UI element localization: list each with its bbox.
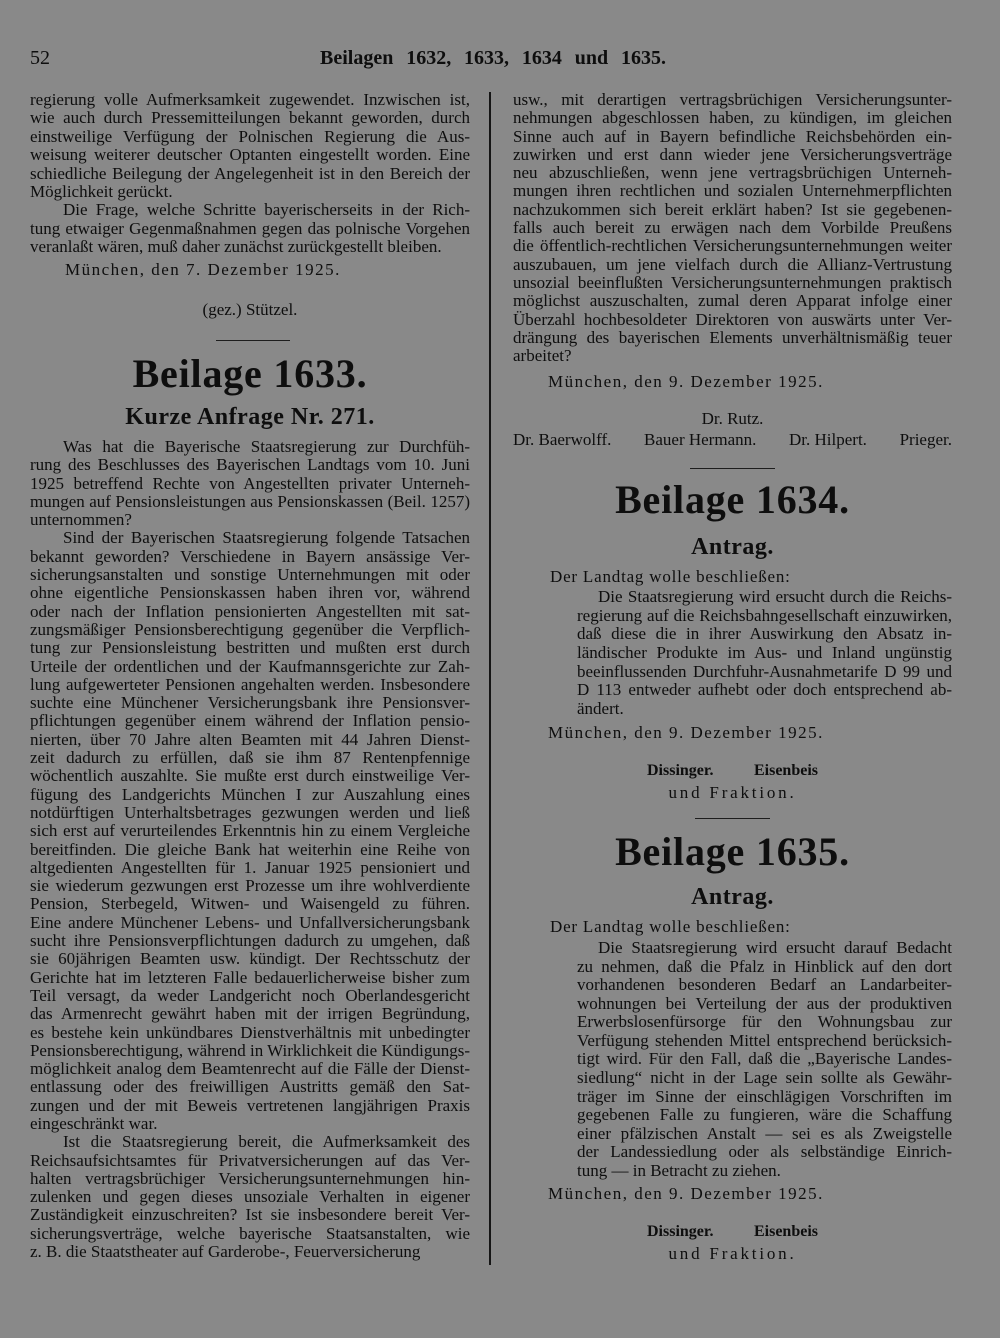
text-line [577, 1050, 952, 1069]
text-line-content: weisung weiterer deutscher Optanten eingestellt worden. Eine [30, 145, 470, 165]
text-line-content: möglichkeit analog dem Beamtenrecht auf die Fälle der Dienst- [30, 1059, 470, 1079]
text-line-content: veranlaßt wären, muß daher zunächst zurückgestellt bleiben. [30, 237, 442, 257]
text-line-content: Ist die Staatsregierung bereit, die Aufmerksamkeit des [63, 1132, 470, 1152]
signatory: Dr. Rutz. [701, 409, 764, 428]
text-line-content: Sinne auch auf in Bayern befindliche Reichsbehörden ein- [513, 126, 952, 146]
beilage-1632-conclusion-text [30, 91, 470, 257]
text-line [30, 895, 470, 913]
text-line-content: Möglichkeit gerückt. [30, 181, 173, 201]
place-date: München, den 7. Dezember 1925. [65, 260, 341, 279]
text-line [30, 786, 470, 804]
text-line-content: Pensionsberechtigung, während in Wirklichkeit die Kündigungs- [30, 1040, 470, 1060]
paragraph [30, 529, 470, 1133]
text-line [577, 1162, 952, 1181]
signer-name: Dissinger. [647, 762, 714, 779]
text-line [513, 237, 952, 255]
text-line [513, 311, 952, 329]
text-line-content: sucht ihre Pensionsverpflichtungen dadurch zu umgehen, daß [30, 931, 470, 951]
paragraph [30, 91, 470, 201]
text-line [30, 639, 470, 657]
text-line-content: tigt wird. Für den Fall, daß die „Bayerische Landes- [577, 1049, 952, 1069]
text-line [577, 1013, 952, 1032]
text-line [30, 1042, 470, 1060]
section-subheading: Kurze Anfrage Nr. 271. [125, 404, 375, 430]
text-line [513, 128, 952, 146]
text-line-content: Gerichte hat im letzteren Falle bedauerlicherweise bisher zum [30, 967, 470, 987]
text-line [577, 1106, 952, 1125]
text-line [513, 146, 952, 164]
text-line [577, 625, 952, 644]
text-line-content: nachzukommen sich bereit erklärt haben? Ist sie gegebenen- [513, 199, 952, 219]
text-line [30, 566, 470, 584]
signer-name: Eisenbeis [753, 762, 818, 779]
text-line-content: sicherungsverträge, welche bayerische Staatsanstalten, wie [30, 1223, 470, 1243]
text-line [30, 548, 470, 566]
text-line-content: nehmungen abgeschlossen haben, zu kündigen, im gleichen [513, 108, 952, 128]
text-line [30, 1024, 470, 1042]
text-line-content: z. B. die Staatstheater auf Garderobe-, Feuerversicherung [30, 1242, 421, 1262]
text-line [30, 932, 470, 950]
text-line [30, 438, 470, 456]
text-line-content: einer pfälzischen Anstalt — sei es als Zweigstelle [577, 1123, 952, 1143]
co-signer-name: Dr. Baerwolff. [513, 430, 612, 449]
text-line-content: Reichsaufsichtsamtes für Privatversicherungen auf das Ver- [30, 1150, 470, 1170]
text-line [30, 1206, 470, 1224]
text-line-content: zulenken und gegen dieses unsoziale Verhalten in eigener [30, 1187, 470, 1207]
text-line-content: zu nehmen, daß die Pfalz in Hinblick auf den dort [577, 956, 952, 976]
place-date: München, den 9. Dezember 1925. [548, 723, 824, 742]
text-line [30, 1188, 470, 1206]
page-number: 52 [30, 47, 50, 69]
text-line [577, 681, 952, 700]
signer-name: Eisenbeis [753, 1223, 818, 1240]
text-line-content: vorhandenen besonderen Bedarf an Landarbeiter- [577, 975, 952, 995]
text-line [577, 958, 952, 977]
co-signer-name: Bauer Hermann. [644, 430, 757, 449]
text-line [30, 731, 470, 749]
signers [647, 1223, 818, 1241]
text-line [30, 584, 470, 602]
text-line-content: wohnungen bei Verteilung der aus der produktiven [577, 993, 952, 1013]
text-line [30, 969, 470, 987]
text-line-content: mungen ihren rechtlichen und sozialen Unternehmerpflichten [513, 181, 952, 201]
text-line-content: ländischer Produkte im Aus- und Inland ungünstig [577, 642, 952, 662]
text-line [30, 128, 470, 146]
text-line-content: möglichst auszuschalten, zumal deren Apparat infolge einer [513, 291, 952, 311]
co-signers [513, 431, 952, 449]
paragraph [30, 1133, 470, 1261]
text-line [30, 183, 470, 201]
text-line [30, 1225, 470, 1243]
text-line-content: daß diese die in ihrer Auswirkung den Absatz in- [577, 624, 952, 644]
text-line-content: zungsmäßiger Pensionsberechtigung gegenüber die Verpflich- [30, 619, 470, 639]
signer-name: Dissinger. [647, 1223, 714, 1240]
paragraph [577, 588, 952, 718]
text-line [513, 274, 952, 292]
text-line-content: eingeschränkt war. [30, 1113, 158, 1133]
text-line-content: unsozial beeinflußten Versicherungsunternehmungen praktisch [513, 272, 952, 292]
text-line [30, 220, 470, 238]
text-line [577, 1069, 952, 1088]
text-line-content: ohne eigentliche Pensionskassen haben ihren vor, während [30, 583, 470, 603]
text-line-content: Teil versagt, da weder Landgericht noch Oberlandesgericht [30, 985, 470, 1005]
text-line [30, 767, 470, 785]
text-line [513, 347, 952, 365]
text-line [30, 1078, 470, 1096]
text-line-content: entlassung oder des freiwilligen Austritts gemäß den Sat- [30, 1077, 470, 1097]
text-line-content: Die Staatsregierung wird ersucht durch die Reichs- [598, 587, 952, 606]
section-heading: Beilage 1635. [615, 829, 850, 874]
text-line-content: träger im Sinne der einschlägigen Vorschriften im [577, 1086, 952, 1106]
text-line-content: neu abzuschließen, wenn jene vertragsbrüchigen Unterneh- [513, 163, 952, 183]
running-header [320, 46, 666, 70]
text-line [30, 749, 470, 767]
text-line [577, 1032, 952, 1051]
text-line-content: zuwirken und erst dann wieder jene Versicherungsverträge [513, 144, 952, 164]
text-line [30, 712, 470, 730]
text-line [577, 995, 952, 1014]
text-line [513, 329, 952, 347]
section-heading: Beilage 1633. [132, 351, 368, 396]
text-line-content: es bestehe kein unkündbares Dienstverhältnis mit unbedingter [30, 1022, 470, 1042]
text-line [577, 1088, 952, 1107]
text-line-content: drängung des bayerischen Elements unverhältnismäßig teuer [513, 327, 952, 347]
text-line [30, 456, 470, 474]
text-line [30, 859, 470, 877]
text-line-content: Eine andere Münchener Lebens- und Unfallversicherungsbank [30, 912, 470, 932]
text-line-content: Verfügung stehenden Mittel entsprechend berücksich- [577, 1030, 952, 1050]
text-line-content: bereitfinden. Die gleiche Bank hat weiterhin eine Reihe von [30, 839, 470, 859]
text-line-content: wie auch durch Pressemitteilungen bekannt geworden, durch [30, 108, 470, 128]
text-line [30, 201, 470, 219]
motion-intro: Der Landtag wolle beschließen: [550, 917, 791, 936]
signers [647, 762, 818, 780]
column-divider [489, 92, 491, 1265]
text-line-content: sich erst auf verurteilendes Erkenntnis hin zu einem Vergleiche [30, 821, 470, 841]
text-line [30, 822, 470, 840]
text-line-content: Was hat die Bayerische Staatsregierung zur Durchfüh- [63, 437, 470, 456]
text-line [577, 976, 952, 995]
text-line [30, 841, 470, 859]
text-line-content: lung aufgewerteter Pensionen angehalten werden. Insbesondere [30, 674, 470, 694]
co-signer-name: Prieger. [899, 430, 952, 449]
text-line-content: bekannt geworden? Verschiedene in Bayern ansässige Ver- [30, 546, 470, 566]
text-line-content: Pension, Sterbegeld, Witwen- und Waisengeld zu führen. [30, 894, 470, 914]
text-line-content: mungen auf Pensionsleistungen aus Pensionskassen (Beil. 1257) [30, 491, 470, 511]
text-line [30, 1060, 470, 1078]
co-signer-name: Dr. Hilpert. [789, 430, 867, 449]
text-line-content: das Armenrecht gewährt haben mit der irrigen Begründung, [30, 1004, 470, 1024]
text-line-content: 1925 betreffend Rechte von Angestellten privater Unterneh- [30, 473, 470, 493]
section-heading: Beilage 1634. [615, 477, 850, 522]
text-line [30, 109, 470, 127]
text-line [577, 700, 952, 719]
paragraph [30, 201, 470, 256]
text-line [577, 607, 952, 626]
text-line-content: suchte eine Münchener Versicherungsbank ihre Pensionsver- [30, 693, 470, 713]
text-line-content: nierten, über 70 Jahre alten Beamten mit 44 Jahren Dienst- [30, 729, 470, 749]
text-line [30, 1097, 470, 1115]
text-line [513, 201, 952, 219]
text-line [577, 663, 952, 682]
text-line [30, 950, 470, 968]
text-line [30, 1005, 470, 1023]
paragraph [30, 438, 470, 529]
text-line [577, 1143, 952, 1162]
text-line-content: D 113 entweder aufhebt oder doch entsprechend ab- [577, 680, 952, 700]
beilage-1634-text [577, 588, 952, 718]
text-line-content: usw., mit derartigen vertragsbrüchigen Versicherungsunter- [513, 90, 952, 109]
text-line [577, 644, 952, 663]
text-line-content: halten vertragsbrüchiger Versicherungsunternehmungen hin- [30, 1168, 470, 1188]
text-line [513, 91, 952, 109]
text-line [30, 694, 470, 712]
text-line [513, 292, 952, 310]
text-line [577, 588, 952, 607]
beilage-1633-text-left [30, 438, 470, 1261]
text-line-content: notdürftigen Unterhaltsbetrages gezwungen werden und ließ [30, 802, 470, 822]
text-line-content: regierung auf die Reichsbahngesellschaft einzuwirken, [577, 605, 952, 625]
text-line-content: pflichtungen gegenüber einem während der Inflation pensio- [30, 711, 470, 731]
text-line [30, 1115, 470, 1133]
text-line [30, 914, 470, 932]
text-line [30, 676, 470, 694]
text-line-content: unternommen? [30, 510, 132, 530]
text-line-content: Die Frage, welche Schritte bayerischerseits in der Rich- [63, 200, 470, 220]
text-line [513, 256, 952, 274]
text-line [30, 877, 470, 895]
text-line-content: schiedliche Beilegung der Angelegenheit ist in den Bereich der [30, 163, 470, 183]
text-line-content: falls auch bereit zu erwägen nach dem Vorbilde Preußens [513, 218, 952, 238]
running-title: Beilagen 1632, 1633, 1634 und 1635. [320, 47, 666, 69]
text-line [513, 182, 952, 200]
text-line-content: fügung des Landgerichts München I zur Auszahlung eines [30, 784, 470, 804]
text-line [577, 1125, 952, 1144]
text-line-content: wöchentlich auszahlte. Sie mußte erst durch einstweilige Ver- [30, 766, 470, 786]
text-line-content: zungen und der mit Beweis vertretenen langjährigen Praxis [30, 1095, 470, 1115]
beilage-1635-text [577, 939, 952, 1181]
text-line [30, 493, 470, 511]
text-line-content: sicherungsanstalten und sonstige Unternehmungen mit oder [30, 565, 470, 585]
text-line-content: sie 60jährigen Beamten usw. kündigt. Der Rechtsschutz der [30, 949, 470, 969]
text-line [30, 165, 470, 183]
text-line-content: tung zur Pensionsleistung bestritten und mußten erst durch [30, 638, 470, 658]
text-line [30, 1133, 470, 1151]
beilage-1633-text-right [513, 91, 952, 365]
paragraph [577, 939, 952, 1181]
text-line-content: ändert. [577, 698, 624, 718]
text-line-content: auszubauen, um jene vielfach durch die Allianz-Vertrustung [513, 254, 952, 274]
text-line-content: einstweilige Verfügung der Polnischen Regierung die Aus- [30, 126, 470, 146]
text-line-content: oder nach der Inflation pensionierten Angestellten mit sat- [30, 601, 470, 621]
text-line [30, 621, 470, 639]
text-line [30, 511, 470, 529]
text-line [30, 658, 470, 676]
section-subheading: Antrag. [691, 534, 774, 560]
text-line [30, 603, 470, 621]
motion-intro: Der Landtag wolle beschließen: [550, 567, 791, 586]
section-subheading: Antrag. [691, 884, 774, 910]
text-line-content: Erwerbslosenfürsorge für den Wohnungsbau zur [577, 1012, 952, 1032]
fraktion-note: und Fraktion. [668, 783, 797, 802]
text-line-content: der Landessiedlung oder als selbständige Einrich- [577, 1142, 952, 1162]
text-line-content: siedlung“ nicht in der Lage sein sollte als Gewähr- [577, 1068, 952, 1088]
text-line-content: zeit dadurch zu erfüllen, daß sie ihm 87 Rentenpfennige [30, 748, 470, 768]
text-line-content: Die Staatsregierung wird ersucht darauf Bedacht [598, 938, 952, 957]
text-line [577, 939, 952, 958]
text-line-content: beeinflussenden Durchfuhr-Ausnahmetarife D 99 und [577, 661, 952, 681]
text-line-content: rung des Beschlusses des Bayerischen Landtags vom 10. Juni [30, 455, 470, 475]
text-line [30, 1243, 470, 1261]
text-line [513, 219, 952, 237]
place-date: München, den 9. Dezember 1925. [548, 372, 824, 391]
text-line-content: Überzahl hochbesoldeter Direktoren von auswärts unter Ver- [513, 309, 952, 329]
paragraph [513, 91, 952, 365]
text-line [30, 804, 470, 822]
text-line [30, 91, 470, 109]
text-line-content: sie wiederum gezwungen erst Prozesse um ihre wohlverdiente [30, 876, 470, 896]
fraktion-note: und Fraktion. [668, 1244, 797, 1263]
text-line [30, 238, 470, 256]
text-line [30, 529, 470, 547]
text-line-content: regierung volle Aufmerksamkeit zugewendet. Inzwischen ist, [30, 90, 470, 109]
text-line-content: tung — in Betracht zu ziehen. [577, 1160, 781, 1180]
text-line [30, 146, 470, 164]
text-line [513, 109, 952, 127]
section-divider [690, 468, 775, 469]
text-line [30, 1170, 470, 1188]
text-line-content: Zuständigkeit einzuschreiten? Ist sie insbesondere bereit Ver- [30, 1205, 470, 1225]
text-line [513, 164, 952, 182]
text-line-content: gegebenen Falle zu fungieren, wäre die Schaffung [577, 1105, 952, 1125]
text-line-content: altgedienten Angestellten für 1. Januar 1925 pensioniert und [30, 857, 470, 877]
signature: (gez.) Stützel. [202, 300, 298, 319]
text-line [30, 987, 470, 1005]
section-divider [216, 340, 290, 341]
text-line-content: tung etwaiger Gegenmaßnahmen gegen das polnische Vorgehen [30, 218, 470, 238]
text-line-content: Sind der Bayerischen Staatsregierung folgende Tatsachen [63, 528, 470, 548]
place-date: München, den 9. Dezember 1925. [548, 1184, 824, 1203]
text-line-content: Urteile der ordentlichen und der Kaufmannsgerichte zur Zah- [30, 656, 470, 676]
text-line-content: die öffentlich-rechtlichen Versicherungsunternehmungen weiter [513, 236, 952, 256]
text-line [30, 475, 470, 493]
text-line-content: arbeitet? [513, 346, 572, 366]
section-divider [695, 818, 770, 819]
text-line [30, 1152, 470, 1170]
